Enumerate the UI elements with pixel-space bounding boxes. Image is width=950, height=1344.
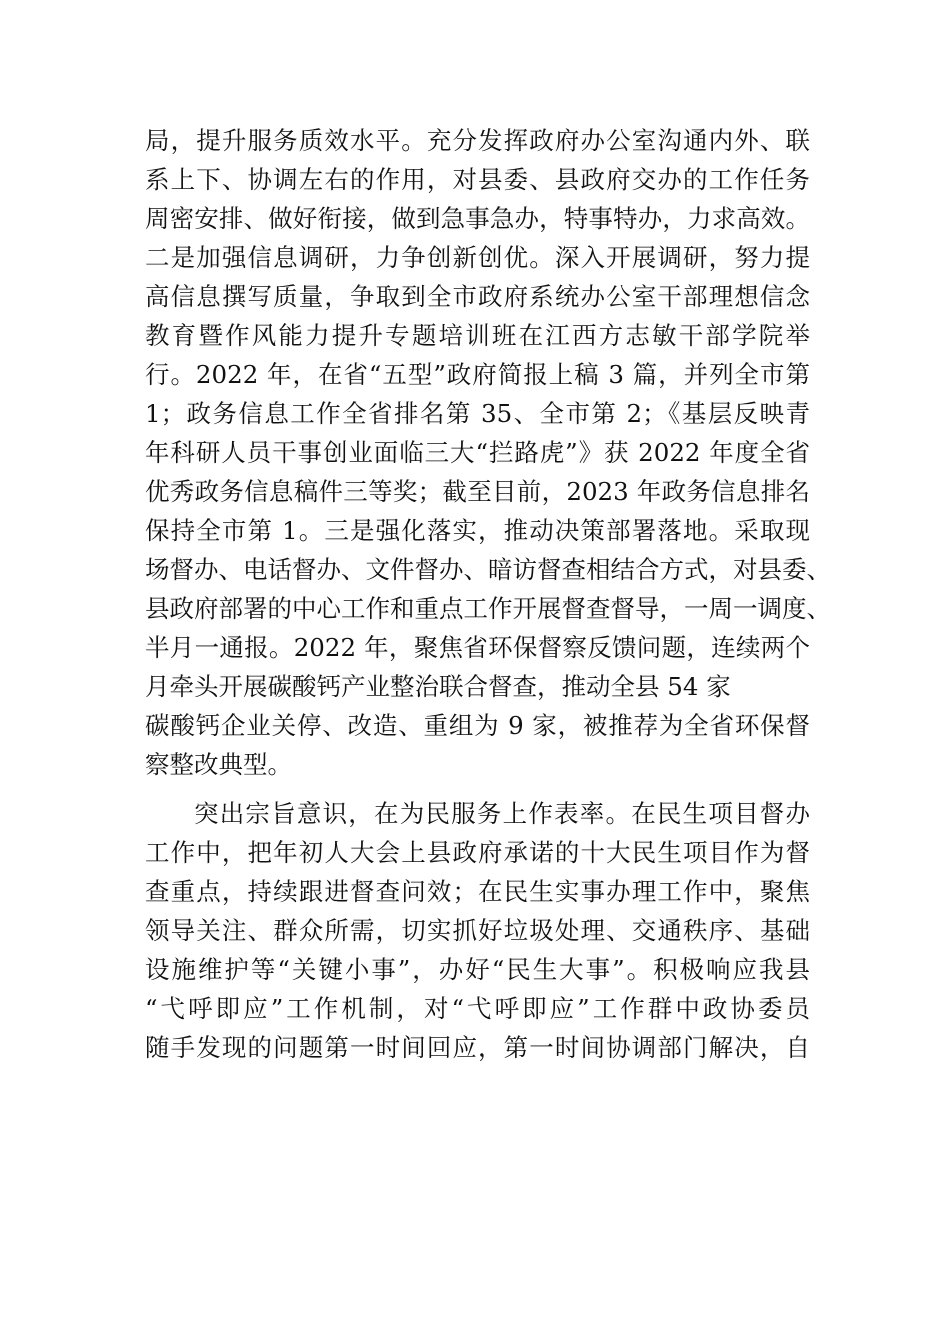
text-line: 系上下、协调左右的作用，对县委、县政府交办的工作任务 bbox=[145, 165, 810, 194]
text-line: 突出宗旨意识，在为民服务上作表率。在民生项目督办 bbox=[194, 799, 810, 828]
text-line: 半月一通报。2022 年，聚焦省环保督察反馈问题，连续两个 bbox=[145, 633, 810, 662]
document-body bbox=[145, 121, 831, 1067]
text-line: 优秀政务信息稿件三等奖；截至目前，2023 年政务信息排名 bbox=[145, 477, 810, 506]
paragraph-2 bbox=[145, 794, 810, 1067]
paragraph-spacer bbox=[145, 784, 810, 794]
text-line: 碳酸钙企业关停、改造、重组为 9 家，被推荐为全省环保督 bbox=[145, 711, 810, 740]
text-line: “弋呼即应”工作机制，对“弋呼即应”工作群中政协委员 bbox=[145, 994, 810, 1023]
text-line: 行。2022 年，在省“五型”政府简报上稿 3 篇，并列全市第 bbox=[145, 360, 810, 389]
text-line: 工作中，把年初人大会上县政府承诺的十大民生项目作为督 bbox=[145, 838, 810, 867]
text-line: 随手发现的问题第一时间回应，第一时间协调部门解决，自 bbox=[145, 1033, 810, 1062]
text-line: 县政府部署的中心工作和重点工作开展督查督导，一周一调度、 bbox=[145, 594, 831, 623]
text-line: 二是加强信息调研，力争创新创优。深入开展调研，努力提 bbox=[145, 243, 810, 272]
text-line: 教育暨作风能力提升专题培训班在江西方志敏干部学院举 bbox=[145, 321, 810, 350]
text-line: 场督办、电话督办、文件督办、暗访督查相结合方式，对县委、 bbox=[145, 555, 831, 584]
text-line: 保持全市第 1。三是强化落实，推动决策部署落地。采取现 bbox=[145, 516, 810, 545]
text-line: 高信息撰写质量，争取到全市政府系统办公室干部理想信念 bbox=[145, 282, 810, 311]
text-line: 领导关注、群众所需，切实抓好垃圾处理、交通秩序、基础 bbox=[145, 916, 810, 945]
text-line: 1；政务信息工作全省排名第 35、全市第 2；《基层反映青 bbox=[145, 399, 810, 428]
text-line: 月牵头开展碳酸钙产业整治联合督查，推动全县 54 家 bbox=[145, 672, 731, 701]
text-line: 查重点，持续跟进督查问效；在民生实事办理工作中，聚焦 bbox=[145, 877, 810, 906]
text-line: 周密安排、做好衔接，做到急事急办，特事特办，力求高效。 bbox=[145, 204, 810, 233]
text-line: 察整改典型。 bbox=[145, 750, 292, 779]
text-line: 年科研人员干事创业面临三大“拦路虎”》获 2022 年度全省 bbox=[145, 438, 810, 467]
text-line: 局，提升服务质效水平。充分发挥政府办公室沟通内外、联 bbox=[145, 126, 810, 155]
paragraph-1 bbox=[145, 121, 831, 784]
text-line: 设施维护等“关键小事”，办好“民生大事”。积极响应我县 bbox=[145, 955, 810, 984]
